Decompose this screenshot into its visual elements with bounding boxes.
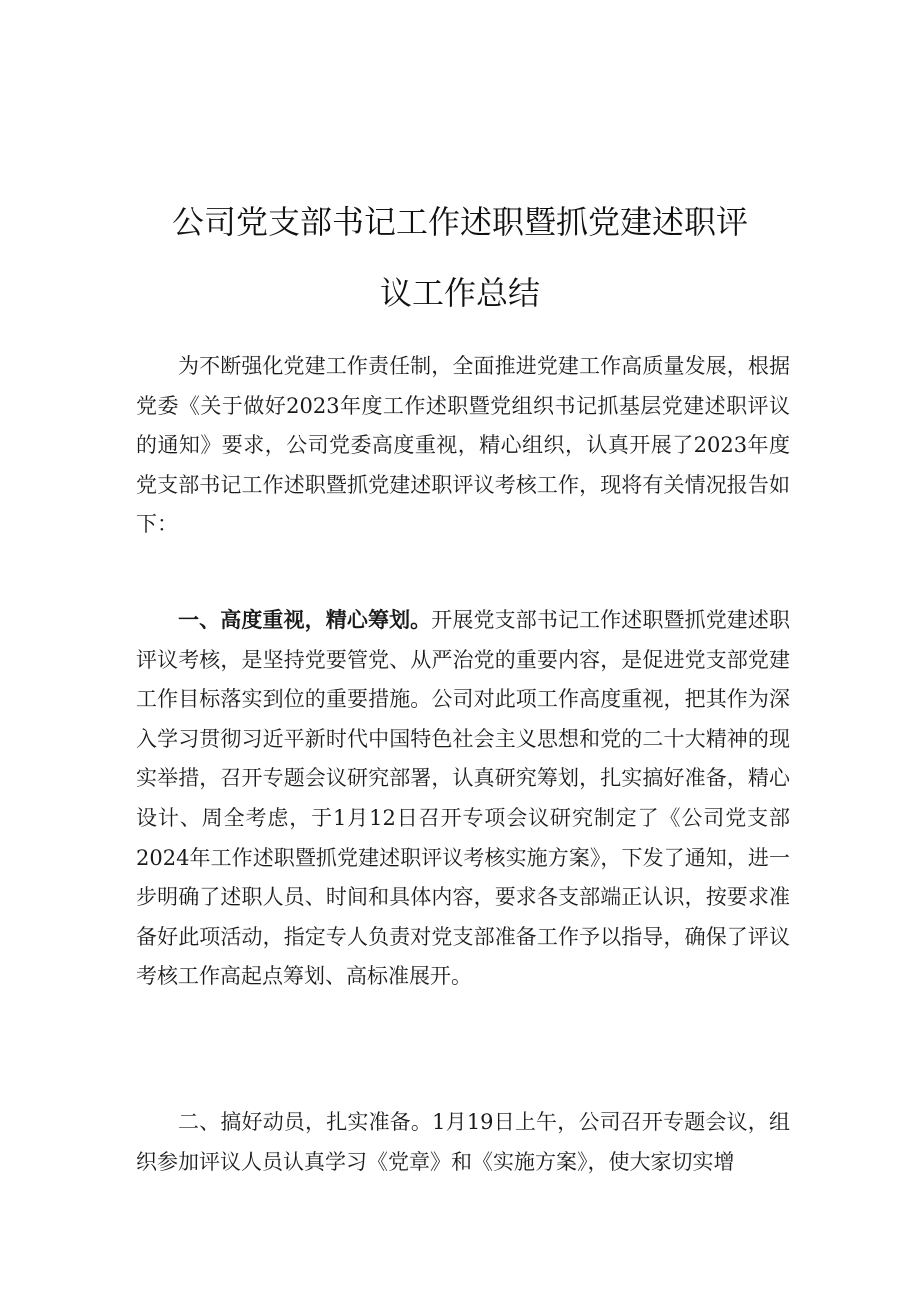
document-title-line-1: 公司党支部书记工作述职暨抓党建述职评 xyxy=(171,203,748,241)
section-1-heading: 一、高度重视，精心筹划。 xyxy=(178,608,432,632)
paragraph-intro xyxy=(136,347,790,545)
section-2-text: 二、搞好动员，扎实准备。1月19日上午，公司召开专题会议，组织参加评议人员认真学习《党章》和《实施方案》，使大家切实增 xyxy=(136,1110,790,1174)
section-1-text: 开展党支部书记工作述职暨抓党建述职评议考核，是坚持党要管党、从严治党的重要内容，是促进党支部党建工作目标落实到位的重要措施。公司对此项工作高度重视，把其作为深入学习贯彻习近平新时代中国特色社会主义思想和党的二十大精神的现实举措，召开专题会议研究部署，认真研究筹划，扎实搞好准备，精心设计、周全考虑，于1月12日召开专项会议研究制定了《公司党支部2024年工作述职暨抓党建述职评议考核实施方案》，下发了通知，进一步明确了述职人员、时间和具体内容，要求各支部端正认识，按要求准备好此项活动，指定专人负责对党支部准备工作予以指导，确保了评议考核工作高起点筹划、高标准展开。 xyxy=(136,608,791,989)
paragraph-intro-text: 为不断强化党建工作责任制，全面推进党建工作高质量发展，根据党委《关于做好2023年度工作述职暨党组织书记抓基层党建述职评议的通知》要求，公司党委高度重视，精心组织，认真开展了2023年度党支部书记工作述职暨抓党建述职评议考核工作，现将有关情况报告如下： xyxy=(136,354,790,537)
paragraph-section-1 xyxy=(136,601,790,997)
document-title-line-2: 议工作总结 xyxy=(379,274,540,312)
paragraph-section-2 xyxy=(136,1103,790,1182)
